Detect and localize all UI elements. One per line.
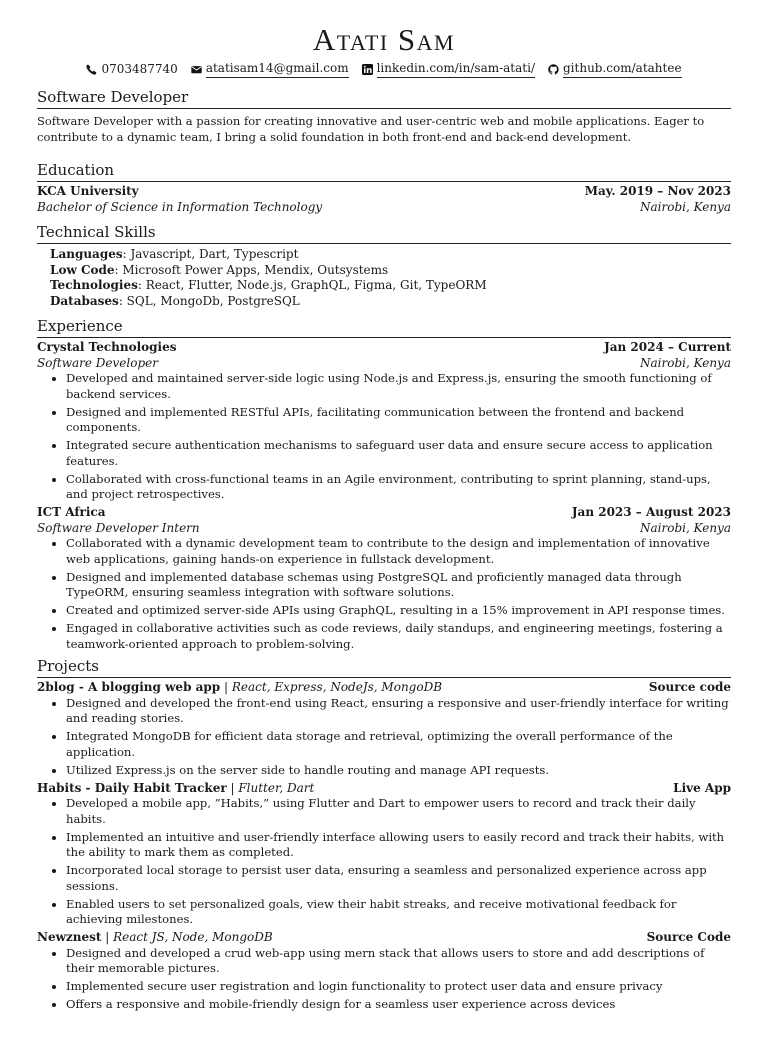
skill-value: : SQL, MongoDb, PostgreSQL — [118, 293, 300, 308]
job-dates: Jan 2024 – Current — [604, 340, 731, 354]
experience-section — [37, 316, 731, 652]
bullet-item: • Designed and implemented database schemas using PostgreSQL and proficiently managed data through TypeORM, ensuring seamless integration with software solutions. — [66, 570, 731, 601]
project-entry — [37, 680, 731, 778]
job-entry — [37, 340, 731, 503]
skill-line — [50, 263, 731, 279]
education-dates: May. 2019 – Nov 2023 — [584, 184, 731, 198]
skill-line — [50, 294, 731, 310]
bullet-item: • Developed and maintained server-side logic using Node.js and Express.js, ensuring the smooth functioning of backend services. — [66, 371, 731, 402]
email-link[interactable]: atatisam14@gmail.com — [206, 60, 349, 78]
project-title: 2blog - A blogging web app | React, Express, NodeJs, MongoDB — [37, 680, 443, 694]
job-subheader — [37, 521, 731, 537]
job-subheader — [37, 356, 731, 372]
project-bullets — [37, 946, 731, 1013]
bullet-item: • Integrated secure authentication mechanisms to safeguard user data and ensure secure access to application features. — [66, 438, 731, 469]
project-link[interactable]: Live App — [673, 780, 731, 795]
bullet-item: • Developed a mobile app, ”Habits,” using Flutter and Dart to empower users to record and track their daily habits. — [66, 796, 731, 827]
skills-section — [37, 222, 731, 309]
contact-bar — [37, 60, 731, 78]
job-entry — [37, 505, 731, 652]
school-name: KCA University — [37, 184, 139, 198]
bullet-item: • Designed and developed the front-end using React, ensuring a responsive and user-friendly interface for writing and reading stories. — [66, 696, 731, 727]
project-entry — [37, 930, 731, 1013]
bullet-item: • Implemented secure user registration and login functionality to protect user data and ensure privacy — [66, 979, 731, 995]
skill-label: Databases — [50, 293, 119, 308]
skill-line — [50, 247, 731, 263]
bullet-item: • Created and optimized server-side APIs using GraphQL, resulting in a 15% improvement in API response times. — [66, 603, 731, 619]
contact-phone[interactable] — [86, 60, 177, 78]
company-name: ICT Africa — [37, 505, 106, 519]
skill-line — [50, 278, 731, 294]
job-header — [37, 505, 731, 521]
projects-section — [37, 656, 731, 1013]
skill-label: Technologies — [50, 278, 138, 292]
bullet-item: • Incorporated local storage to persist user data, ensuring a seamless and personalized experience across app sessions. — [66, 863, 731, 894]
projects-heading: Projects — [37, 656, 731, 678]
education-heading: Education — [37, 160, 731, 182]
bullet-item: • Designed and developed a crud web-app using mern stack that allows users to store and add descriptions of their memorable pictures. — [66, 946, 731, 977]
skill-value: : React, Flutter, Node.js, GraphQL, Figma, Git, TypeORM — [137, 278, 487, 292]
project-title: Newznest | React JS, Node, MongoDB — [37, 930, 273, 944]
summary-text: Software Developer with a passion for creating innovative and user-centric web and mobile applications. Eager to contribute to a dynamic team, I bring a solid foundation in both front-end and back-end development. — [37, 114, 705, 144]
job-dates: Jan 2023 – August 2023 — [571, 505, 731, 519]
project-header — [37, 781, 731, 797]
project-bullets — [37, 796, 731, 928]
project-title: Habits - Daily Habit Tracker | Flutter, Dart — [37, 780, 315, 795]
project-name: Habits - Daily Habit Tracker — [37, 780, 227, 795]
project-tech: React, Express, NodeJs, MongoDB — [231, 680, 443, 694]
bullet-item: • Enabled users to set personalized goals, view their habit streaks, and receive motivational feedback for achieving milestones. — [66, 897, 731, 928]
skills-heading: Technical Skills — [37, 222, 731, 244]
project-name: Newznest — [37, 930, 102, 944]
bullet-item: • Collaborated with a dynamic development team to contribute to the design and implementation of innovative web applications, gaining hands-on experience in fullstack development. — [66, 536, 731, 567]
education-row — [37, 184, 731, 200]
resume-page — [0, 22, 768, 1046]
bullet-item: • Integrated MongoDB for efficient data storage and retrieval, optimizing the overall performance of the application. — [66, 729, 731, 760]
skills-list — [37, 247, 731, 309]
skill-label: Low Code — [50, 262, 115, 277]
phone-text: 0703487740 — [101, 62, 178, 76]
job-role: Software Developer — [37, 355, 158, 370]
bullet-item: • Collaborated with cross-functional teams in an Agile environment, contributing to sprint planning, stand-ups, and project retrospectives. — [66, 472, 731, 503]
github-icon — [548, 64, 559, 75]
project-bullets — [37, 696, 731, 779]
skill-value: : Javascript, Dart, Typescript — [122, 247, 299, 261]
bullet-item: • Designed and implemented RESTful APIs, facilitating communication between the frontend and backend components. — [66, 405, 731, 436]
education-section — [37, 160, 731, 215]
bullet-item: • Engaged in collaborative activities such as code reviews, daily standups, and engineering meetings, fostering a teamwork-oriented approach to problem-solving. — [66, 621, 731, 652]
envelope-icon — [191, 64, 202, 75]
contact-email[interactable] — [191, 60, 349, 78]
project-tech: React JS, Node, MongoDB — [113, 930, 273, 944]
linkedin-link[interactable]: linkedin.com/in/sam-atati/ — [377, 60, 535, 78]
job-location: Nairobi, Kenya — [639, 520, 731, 535]
github-link[interactable]: github.com/atahtee — [563, 60, 682, 78]
bullet-item: • Implemented an intuitive and user-friendly interface allowing users to easily record and track their habits, with the ability to mark them as completed. — [66, 830, 731, 861]
job-location: Nairobi, Kenya — [639, 355, 731, 370]
project-entry — [37, 781, 731, 928]
project-header — [37, 930, 731, 946]
linkedin-icon — [362, 64, 373, 75]
project-name: 2blog - A blogging web app — [37, 680, 221, 694]
job-header — [37, 340, 731, 356]
summary-heading: Software Developer — [37, 87, 731, 109]
project-header — [37, 680, 731, 696]
phone-icon — [86, 64, 97, 75]
job-bullets — [37, 536, 731, 652]
contact-linkedin[interactable] — [362, 60, 535, 78]
candidate-name: Atati Sam — [312, 22, 456, 57]
project-tech: Flutter, Dart — [238, 780, 315, 795]
education-subrow — [37, 200, 731, 216]
skill-value: : Microsoft Power Apps, Mendix, Outsystems — [114, 262, 389, 277]
contact-github[interactable] — [548, 60, 682, 78]
company-name: Crystal Technologies — [37, 340, 177, 354]
skill-label: Languages — [50, 247, 123, 261]
project-link[interactable]: Source code — [648, 680, 731, 694]
summary-section — [37, 87, 731, 145]
experience-heading: Experience — [37, 316, 731, 338]
degree: Bachelor of Science in Information Technology — [37, 199, 323, 214]
job-role: Software Developer Intern — [37, 520, 200, 535]
bullet-item: • Utilized Express.js on the server side to handle routing and manage API requests. — [66, 763, 731, 779]
education-location: Nairobi, Kenya — [639, 199, 731, 214]
job-bullets — [37, 371, 731, 503]
project-link[interactable]: Source Code — [646, 930, 731, 944]
bullet-item: • Offers a responsive and mobile-friendly design for a seamless user experience across devices — [66, 997, 731, 1013]
